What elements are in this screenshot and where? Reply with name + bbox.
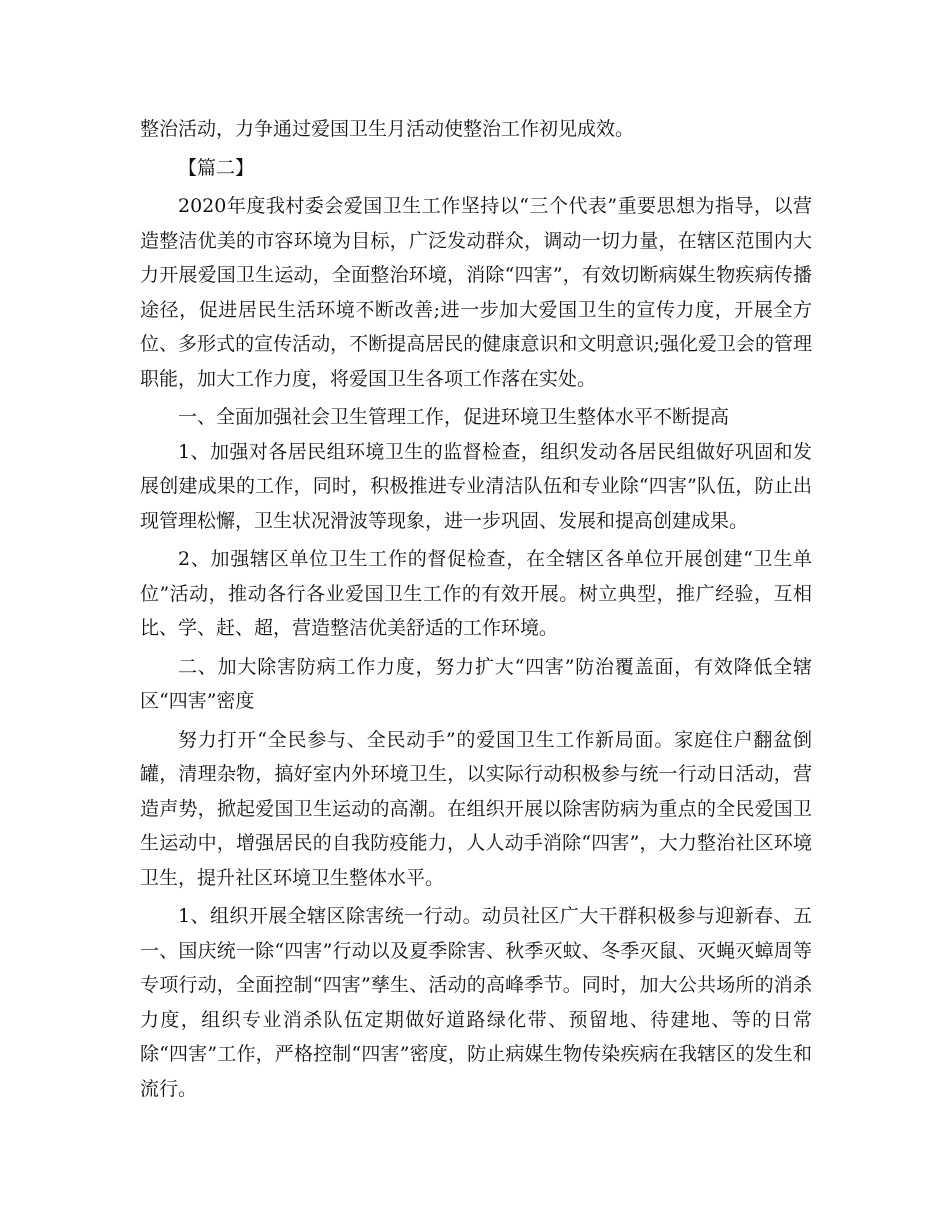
paragraph-action-1: 1、组织开展全辖区除害统一行动。动员社区广大干群积极参与迎新春、五一、国庆统一除“四害”行动以及夏季除害、秋季灭蚊、冬季灭鼠、灭蝇灭蟑周等专项行动，全面控制“四害”孳生、活动的高峰季节。同时，加大公共场所的消杀力度，组织专业消杀队伍定期做好道路绿化带、预留地、待建地、等的日常除“四害”工作，严格控制“四害”密度，防止病媒生物传染疾病在我辖区的发生和流行。 <box>140 905 812 1100</box>
paragraph-item-1: 1、加强对各居民组环境卫生的监督检查，组织发动各居民组做好巩固和发展创建成果的工作，同时，积极推进专业清洁队伍和专业除“四害”队伍，防止出现管理松懈，卫生状况滑波等现象，进一步巩固、发展和提高创建成果。 <box>140 440 812 532</box>
document-body <box>140 112 812 1110</box>
paragraph-item-2: 2、加强辖区单位卫生工作的督促检查，在全辖区各单位开展创建“卫生单位”活动，推动各行各业爱国卫生工作的有效开展。树立典型，推广经验，互相比、学、赶、超，营造整洁优美舒适的工作环境。 <box>140 548 812 639</box>
section-heading-part-two: 【篇二】 <box>178 156 255 179</box>
paragraph-intro: 2020年度我村委会爱国卫生工作坚持以“三个代表”重要思想为指导，以营造整洁优美的市容环境为目标，广泛发动群众，调动一切力量，在辖区范围内大力开展爱国卫生运动，全面整治环境，消除“四害”，有效切断病媒生物疾病传播途径，促进居民生活环境不断改善;进一步加大爱国卫生的宣传力度，开展全方位、多形式的宣传活动，不断提高居民的健康意识和文明意识;强化爱卫会的管理职能，加大工作力度，将爱国卫生各项工作落在实处。 <box>140 195 812 390</box>
paragraph-campaign: 努力打开“全民参与、全民动手”的爱国卫生工作新局面。家庭住户翻盆倒罐，清理杂物，搞好室内外环境卫生，以实际行动积极参与统一行动日活动，营造声势，掀起爱国卫生运动的高潮。在组织开展以除害防病为重点的全民爱国卫生运动中，增强居民的自我防疫能力，人人动手消除“四害”，大力整治社区环境卫生，提升社区环境卫生整体水平。 <box>140 728 812 889</box>
heading-section-two: 二、加大除害防病工作力度，努力扩大“四害”防治覆盖面，有效降低全辖区“四害”密度 <box>140 655 812 712</box>
heading-section-one: 一、全面加强社会卫生管理工作，促进环境卫生整体水平不断提高 <box>178 406 730 428</box>
paragraph-continuation: 整治活动，力争通过爱国卫生月活动使整治工作初见成效。 <box>140 118 635 140</box>
